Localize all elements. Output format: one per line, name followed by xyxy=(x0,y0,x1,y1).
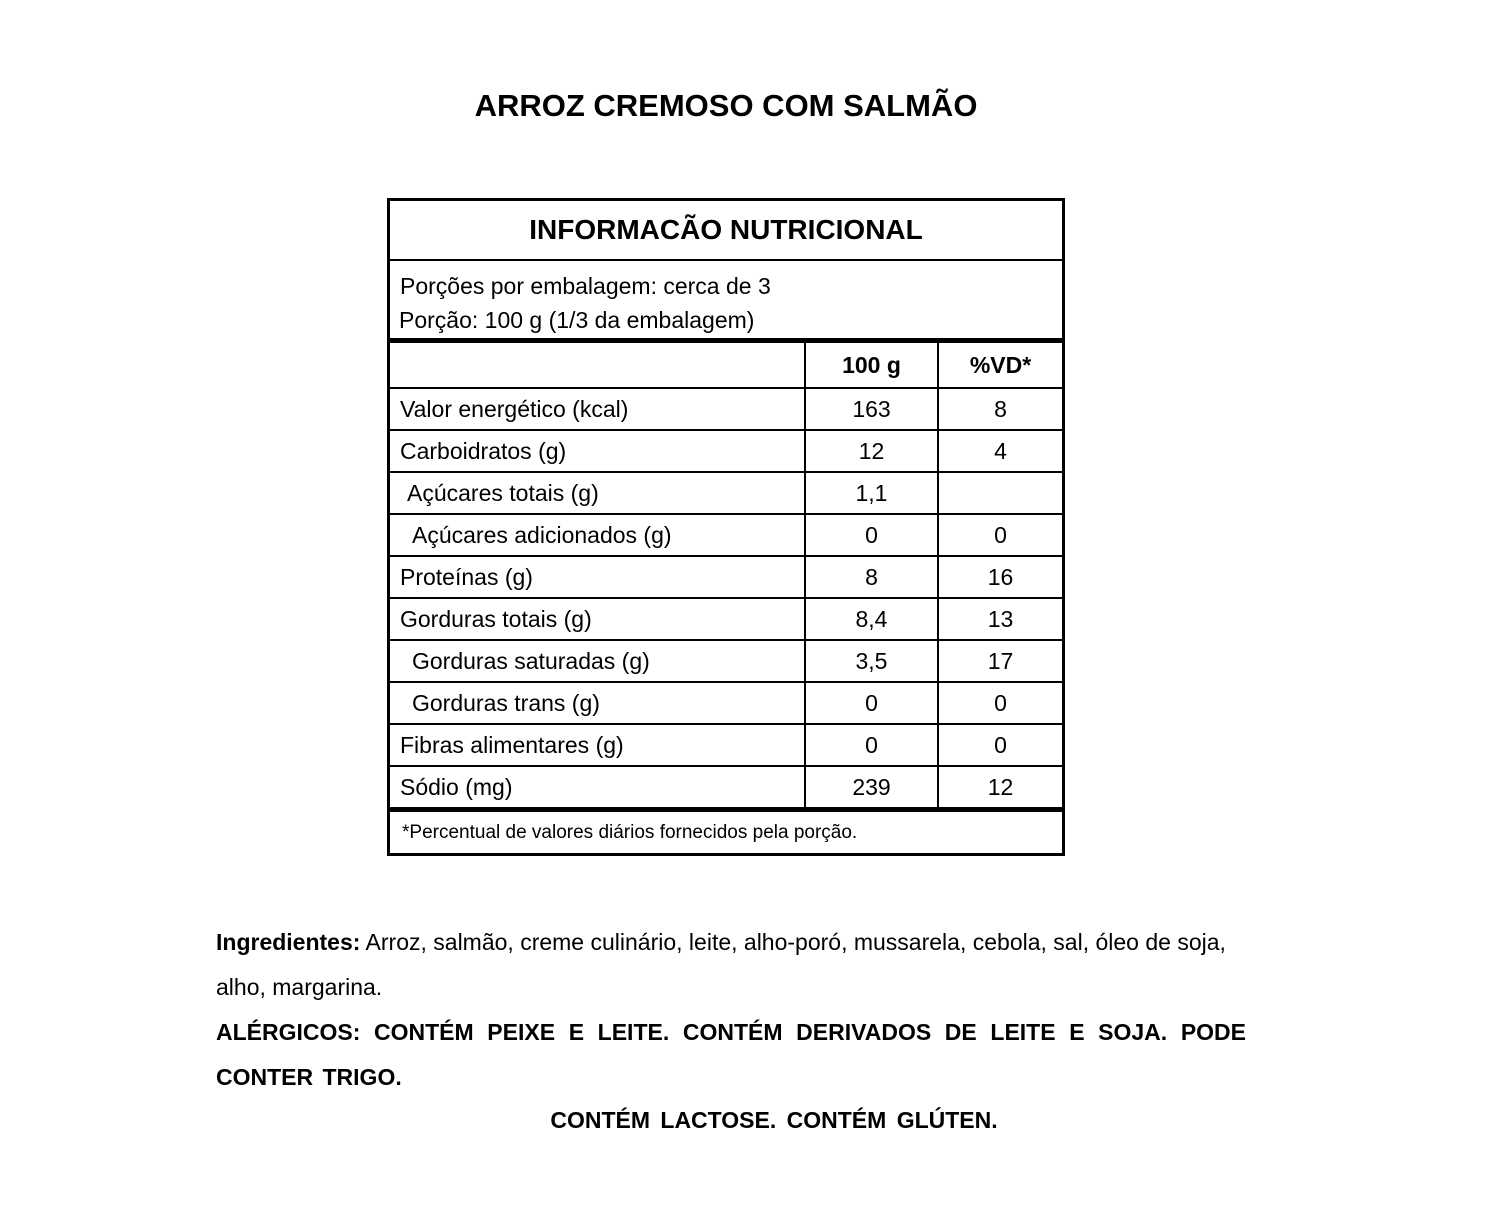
nutrient-name: Açúcares totais (g) xyxy=(390,473,806,513)
nutrient-qty: 0 xyxy=(806,725,939,765)
nutrient-name: Gorduras totais (g) xyxy=(390,599,806,639)
servings-per-package: Porções por embalagem: cerca de 3 xyxy=(400,273,771,299)
ingredients-list: Arroz, salmão, creme culinário, leite, alho-poró, mussarela, cebola, sal, óleo de soja, alho, margarina. xyxy=(216,929,1226,1000)
column-header-nutrient xyxy=(390,343,806,387)
nutrient-qty: 239 xyxy=(806,767,939,807)
table-row xyxy=(390,473,1062,515)
column-header-vd: %VD* xyxy=(969,351,1032,378)
nutrient-vd: 0 xyxy=(994,521,1007,548)
table-row xyxy=(390,599,1062,641)
product-title: ARROZ CREMOSO COM SALMÃO xyxy=(474,88,978,123)
nutrient-vd: 12 xyxy=(987,773,1014,800)
nutrient-qty: 3,5 xyxy=(806,641,939,681)
nutrient-qty: 1,1 xyxy=(806,473,939,513)
table-header: INFORMACÃO NUTRICIONAL xyxy=(390,201,1062,261)
nutrient-vd: 4 xyxy=(994,437,1007,464)
nutrient-qty: 8 xyxy=(806,557,939,597)
column-header-qty: 100 g xyxy=(806,343,939,387)
nutrient-qty: 0 xyxy=(806,683,939,723)
nutrient-vd: 17 xyxy=(987,647,1014,674)
table-row xyxy=(390,767,1062,812)
nutrient-name: Gorduras trans (g) xyxy=(390,683,806,723)
serving-size: Porção: 100 g (1/3 da embalagem) xyxy=(399,307,755,333)
nutrient-qty: 12 xyxy=(806,431,939,471)
nutrient-qty: 163 xyxy=(806,389,939,429)
table-row xyxy=(390,725,1062,767)
nutrient-vd: 0 xyxy=(994,731,1007,758)
nutrient-name: Açúcares adicionados (g) xyxy=(390,515,806,555)
nutrient-name: Proteínas (g) xyxy=(390,557,806,597)
nutrient-name: Sódio (mg) xyxy=(390,767,806,807)
table-row xyxy=(390,683,1062,725)
nutrient-qty: 8,4 xyxy=(806,599,939,639)
nutrient-name: Gorduras saturadas (g) xyxy=(390,641,806,681)
serving-info xyxy=(390,261,1062,343)
table-footnote: *Percentual de valores diários fornecidos pela porção. xyxy=(402,821,858,843)
nutrient-vd: 8 xyxy=(994,395,1007,422)
nutrient-name: Carboidratos (g) xyxy=(390,431,806,471)
nutrient-name: Valor energético (kcal) xyxy=(390,389,806,429)
nutrition-facts-table xyxy=(387,198,1065,856)
column-header-row xyxy=(390,343,1062,389)
table-row xyxy=(390,431,1062,473)
table-row xyxy=(390,515,1062,557)
nutrient-name: Fibras alimentares (g) xyxy=(390,725,806,765)
lactose-gluten-text: CONTÉM LACTOSE. CONTÉM GLÚTEN. xyxy=(550,1107,998,1133)
nutrient-qty: 0 xyxy=(806,515,939,555)
ingredients-text xyxy=(216,920,1246,1010)
allergens-text: ALÉRGICOS: CONTÉM PEIXE E LEITE. CONTÉM DERIVADOS DE LEITE E SOJA. PODE CONTER TRIGO. xyxy=(216,1019,1246,1090)
nutrient-vd xyxy=(939,473,1062,513)
nutrient-vd: 0 xyxy=(994,689,1007,716)
table-row xyxy=(390,389,1062,431)
table-row xyxy=(390,641,1062,683)
nutrient-vd: 13 xyxy=(987,605,1014,632)
ingredients-label: Ingredientes: xyxy=(216,929,361,955)
table-row xyxy=(390,557,1062,599)
nutrient-vd: 16 xyxy=(987,563,1014,590)
